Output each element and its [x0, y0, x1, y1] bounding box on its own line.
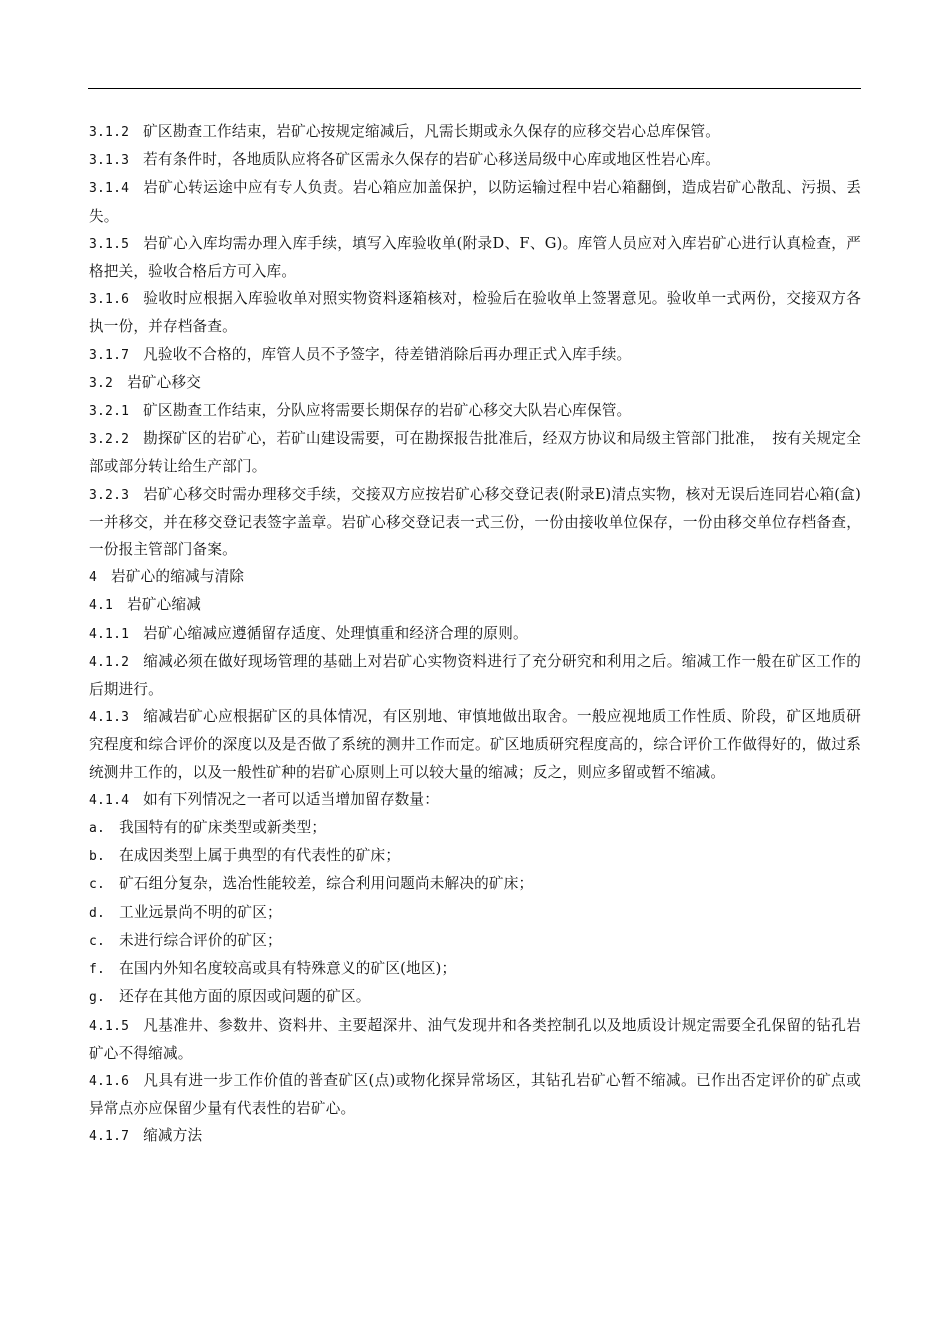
paragraph-text: 若有条件时，各地质队应将各矿区需永久保存的岩矿心移送局级中心库或地区性岩心库。 — [143, 151, 721, 169]
paragraph — [89, 1122, 861, 1150]
header-rule — [88, 88, 861, 89]
paragraph-text: 缩减必须在做好现场管理的基础上对岩矿心实物资料进行了充分研究和利用之后。缩减工作一般在矿区工作的后期进行。 — [89, 652, 861, 699]
paragraph — [89, 481, 861, 564]
paragraph-text: 缩减方法 — [143, 1127, 203, 1145]
paragraph-text: 岩矿心的缩减与清除 — [111, 568, 245, 586]
paragraph-text: 凡验收不合格的，库管人员不予签字，待差错消除后再办理正式入库手续。 — [143, 345, 632, 363]
paragraph — [89, 397, 861, 425]
paragraph-text: 岩矿心转运途中应有专人负责。岩心箱应加盖保护，以防运输过程中岩心箱翻倒，造成岩矿心散乱、污损、丢失。 — [89, 179, 861, 225]
paragraph — [89, 899, 861, 927]
section-number: 4.1.5 — [89, 1018, 130, 1034]
section-number: c. — [89, 933, 106, 949]
paragraph — [89, 1012, 861, 1067]
paragraph — [89, 118, 861, 146]
section-number: 4.1.2 — [89, 654, 130, 670]
paragraph — [89, 341, 861, 369]
paragraph — [89, 563, 861, 591]
section-number: c. — [89, 877, 106, 893]
paragraph-text: 如有下列情况之一者可以适当增加留存数量： — [143, 790, 440, 808]
paragraph-text: 验收时应根据入库验收单对照实物资料逐箱核对，检验后在验收单上签署意见。验收单一式两份，交接双方各执一份，并存档备查。 — [89, 290, 861, 336]
paragraph-text: 岩矿心入库均需办理入库手续，填写入库验收单(附录D、F、G)。库管人员应对入库岩矿心进行认真检查，严格把关，验收合格后方可入库。 — [89, 234, 861, 281]
section-number: 3.1.2 — [89, 125, 130, 140]
section-number: f. — [89, 962, 106, 978]
paragraph — [89, 174, 861, 229]
section-number: 3.2.1 — [89, 404, 130, 420]
section-number: 4 — [89, 570, 98, 586]
section-number: 3.1.5 — [89, 236, 130, 252]
paragraph — [89, 955, 861, 983]
section-number: 4.1.3 — [89, 710, 130, 726]
section-number: 3.1.4 — [89, 181, 130, 197]
section-number: b. — [89, 849, 106, 865]
section-number: g. — [89, 990, 106, 1006]
paragraph-text: 未进行综合评价的矿区； — [119, 931, 282, 949]
paragraph — [89, 870, 861, 898]
paragraph — [89, 425, 861, 480]
section-number: 3.2.2 — [89, 432, 130, 448]
paragraph — [89, 369, 861, 397]
paragraph — [89, 814, 861, 842]
section-number: d. — [89, 905, 106, 921]
paragraph — [89, 1067, 861, 1122]
paragraph — [89, 146, 861, 174]
section-number: 3.1.7 — [89, 347, 130, 363]
paragraph — [89, 285, 861, 340]
paragraph-text: 我国特有的矿床类型或新类型； — [119, 819, 327, 837]
paragraph-text: 岩矿心移交时需办理移交手续，交接双方应按岩矿心移交登记表(附录E)清点实物，核对无误后连同岩心箱(盒)一并移交，并在移交登记表签字盖章。岩矿心移交登记表一式三份，一份由接收单位保存，一份由移交单位存档备查，一份报主管部门备案。 — [89, 485, 861, 559]
paragraph-text: 岩矿心缩减 — [127, 596, 202, 614]
section-number: 4.1.7 — [89, 1129, 130, 1145]
paragraph-text: 勘探矿区的岩矿心，若矿山建设需要，可在勘探报告批准后，经双方协议和局级主管部门批准， 按有关规定全部或部分转让给生产部门。 — [89, 430, 861, 476]
paragraph-text: 凡具有进一步工作价值的普查矿区(点)或物化探异常场区，其钻孔岩矿心暂不缩减。已作出否定评价的矿点或异常点亦应保留少量有代表性的岩矿心。 — [89, 1071, 861, 1118]
paragraph — [89, 983, 861, 1011]
section-number: 4.1 — [89, 598, 114, 614]
section-number: a. — [89, 821, 106, 837]
paragraph-text: 岩矿心移交 — [127, 373, 202, 391]
section-number: 3.2.3 — [89, 487, 130, 503]
document-body — [89, 118, 861, 1151]
paragraph — [89, 703, 861, 786]
paragraph-text: 矿石组分复杂，选冶性能较差，综合利用问题尚未解决的矿床； — [119, 875, 534, 893]
paragraph-text: 岩矿心缩减应遵循留存适度、处理慎重和经济合理的原则。 — [143, 624, 528, 642]
paragraph-text: 在国内外知名度较高或具有特殊意义的矿区(地区)； — [119, 960, 457, 978]
paragraph-text: 缩减岩矿心应根据矿区的具体情况，有区别地、审慎地做出取舍。一般应视地质工作性质、阶段，矿区地质研究程度和综合评价的深度以及是否做了系统的测井工作而定。矿区地质研究程度高的，综合评价工作做得好的，做过系统测井工作的，以及一般性矿种的岩矿心原则上可以较大量的缩减；反之，则应多留或暂不缩减。 — [89, 708, 861, 781]
paragraph — [89, 230, 861, 285]
section-number: 3.1.3 — [89, 153, 130, 169]
paragraph-text: 还存在其他方面的原因或问题的矿区。 — [119, 988, 371, 1006]
paragraph-text: 在成因类型上属于典型的有代表性的矿床； — [119, 847, 401, 865]
paragraph-text: 工业远景尚不明的矿区； — [119, 903, 282, 921]
paragraph — [89, 927, 861, 955]
paragraph — [89, 591, 861, 619]
section-number: 4.1.6 — [89, 1073, 130, 1089]
paragraph — [89, 620, 861, 648]
paragraph-text: 矿区勘查工作结束，分队应将需要长期保存的岩矿心移交大队岩心库保管。 — [143, 402, 632, 420]
paragraph — [89, 648, 861, 703]
paragraph-text: 矿区勘查工作结束，岩矿心按规定缩减后，凡需长期或永久保存的应移交岩心总库保管。 — [143, 123, 721, 140]
section-number: 4.1.4 — [89, 792, 130, 808]
section-number: 4.1.1 — [89, 626, 130, 642]
paragraph — [89, 786, 861, 814]
section-number: 3.2 — [89, 375, 114, 391]
section-number: 3.1.6 — [89, 292, 130, 308]
paragraph-text: 凡基准井、参数井、资料井、主要超深井、油气发现井和各类控制孔以及地质设计规定需要全孔保留的钻孔岩矿心不得缩减。 — [89, 1016, 861, 1062]
paragraph — [89, 842, 861, 870]
